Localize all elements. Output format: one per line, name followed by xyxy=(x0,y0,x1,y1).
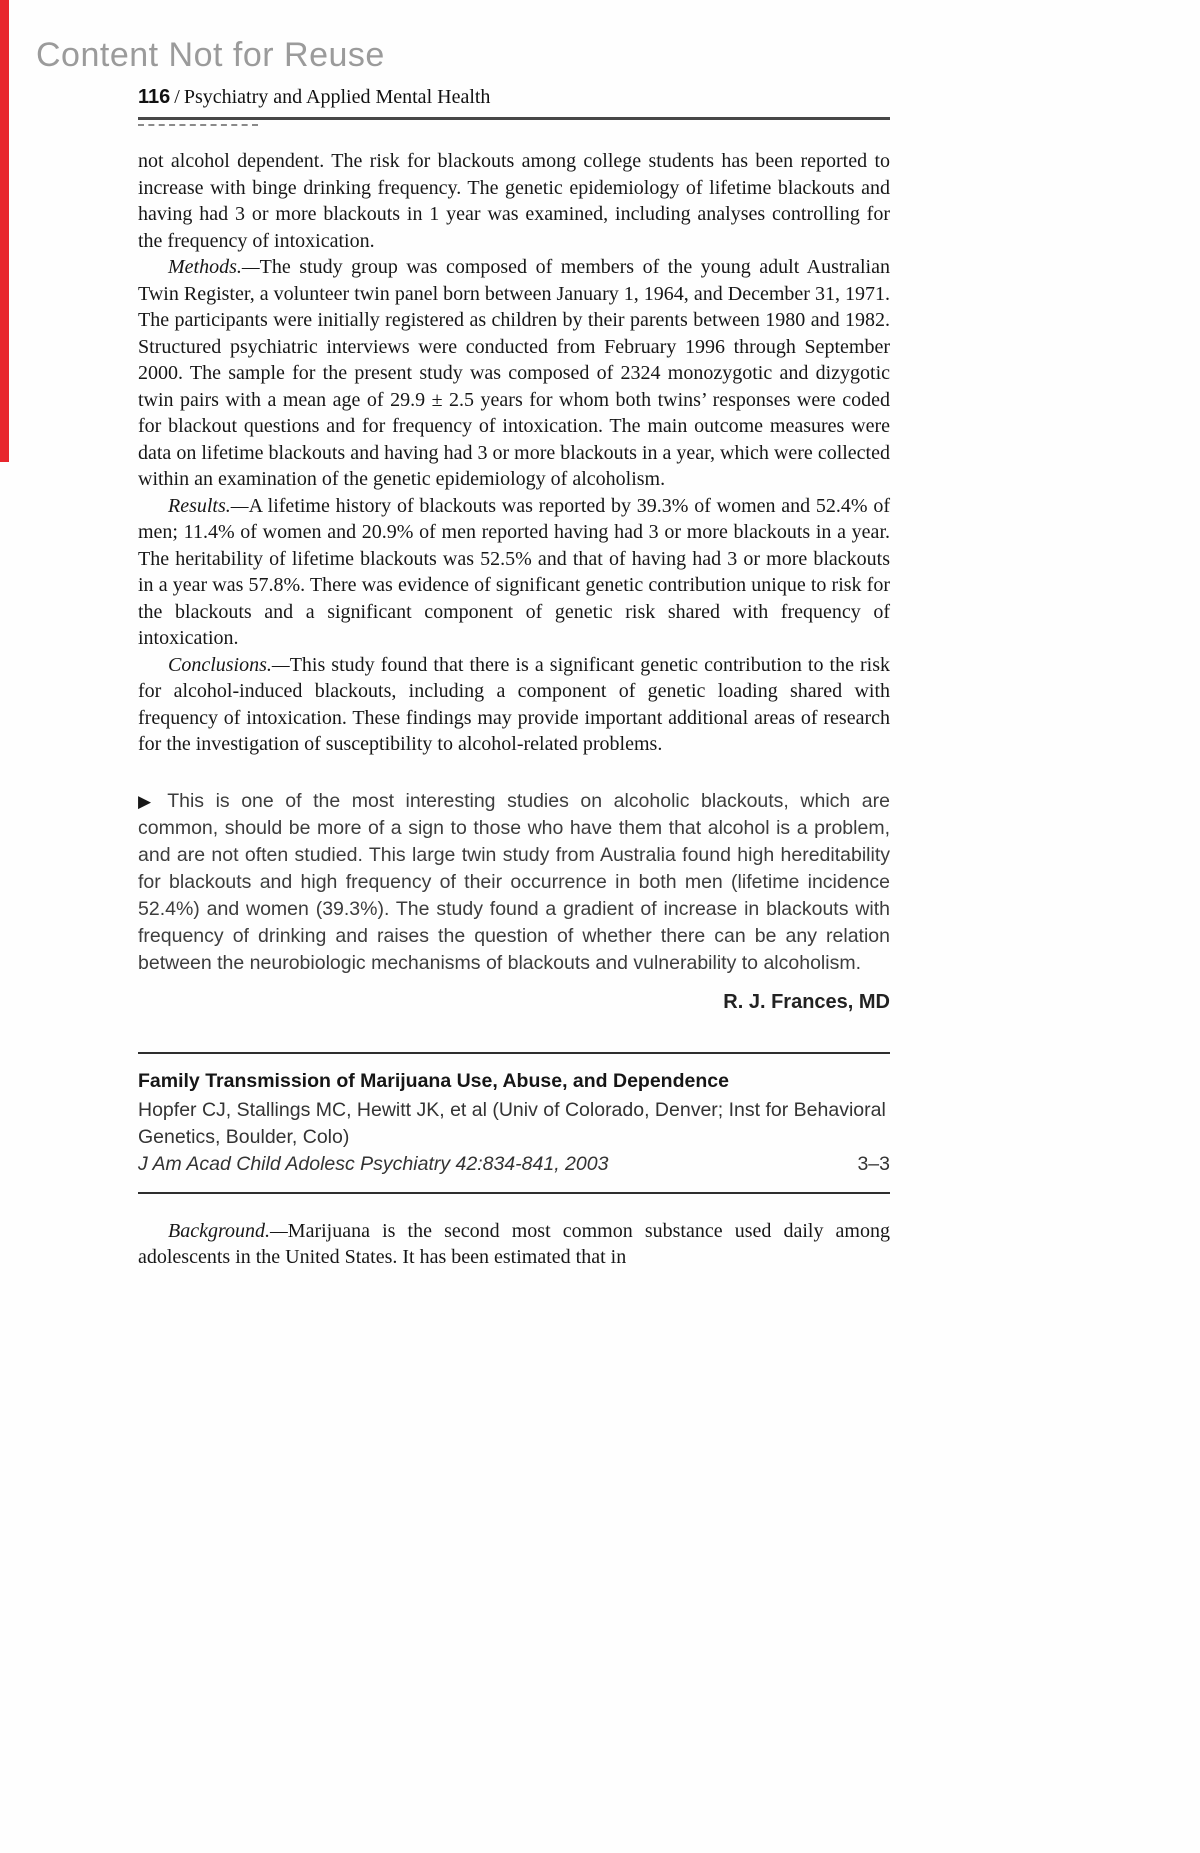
paragraph-lead: Results.— xyxy=(168,494,249,517)
next-abstract-section xyxy=(138,1218,890,1271)
paragraph-text: not alcohol dependent. The risk for blackouts among college students has been reported to increase with binge drinking frequency. The genetic epidemiology of lifetime blackouts and having had 3 or more blackouts in 1 year was examined, including analyses controlling for the frequency of intoxication. xyxy=(138,150,890,252)
paragraph-lead: Methods.— xyxy=(168,256,260,278)
left-margin-red-stripe xyxy=(0,0,9,462)
citation-authors: Hopfer CJ, Stallings MC, Hewitt JK, et al (Univ of Colorado, Denver; Inst for Behavioral Genetics, Boulder, Colo) xyxy=(138,1098,886,1148)
citation-journal-row xyxy=(138,1151,890,1178)
citation-title: Family Transmission of Marijuana Use, Abuse, and Dependence xyxy=(138,1069,729,1092)
abstract-paragraph xyxy=(138,652,890,758)
citation-journal: J Am Acad Child Adolesc Psychiatry 42:834-841, 2003 xyxy=(138,1152,609,1175)
abstract-paragraph xyxy=(138,148,890,254)
paragraph-text: The study group was composed of members of the young adult Australian Twin Register, a volunteer twin panel born between January 1, 1964, and December 31, 1971. The participants were initially registered as children by their parents between 1980 and 1982. Structured psychiatric interviews were conducted from February 1996 through September 2000. The sample for the present study was composed of 2324 monozygotic and dizygotic twin pairs with a mean age of 29.9 ± 2.5 years for whom both twins’ responses were coded for blackout questions and for frequency of intoxication. The main outcome measures were data on lifetime blackouts and having had 3 or more blackouts in a year, which were collected within an examination of the genetic epidemiology of alcoholism. xyxy=(138,256,890,490)
watermark-text: Content Not for Reuse xyxy=(36,36,385,74)
running-header xyxy=(138,86,890,117)
commentary-signature: R. J. Frances, MD xyxy=(723,990,890,1013)
paragraph-text: This study found that there is a significant genetic contribution to the risk for alcohol-induced blackouts, including a component of genetic loading shared with frequency of intoxication. These findings may provide important additional areas of research for the investigation of susceptibility to alcohol-related problems. xyxy=(138,653,890,755)
abstract-section xyxy=(138,148,890,758)
editor-commentary xyxy=(138,788,890,1016)
paragraph-lead: Conclusions.— xyxy=(168,653,290,676)
abstract-paragraph xyxy=(138,493,890,652)
paragraph-lead: Background.— xyxy=(168,1219,288,1242)
page-number: 116 xyxy=(138,86,171,108)
page-content xyxy=(138,86,890,1271)
header-title: Psychiatry and Applied Mental Health xyxy=(183,86,491,108)
commentary-arrow-icon: ▶ xyxy=(138,791,158,811)
paragraph-text: A lifetime history of blackouts was reported by 39.3% of women and 52.4% of men; 11.4% of women and 20.9% of men reported having had 3 or more blackouts in a year. The heritability of lifetime blackouts was 52.5% and that of having had 3 or more blackouts in a year was 57.8%. There was evidence of significant genetic contribution unique to risk for the blackouts and a significant component of genetic risk shared with frequency of intoxication. xyxy=(138,494,890,649)
commentary-text: This is one of the most interesting studies on alcoholic blackouts, which are common, should be more of a sign to those who have them that alcohol is a problem, and are not often studied. This large twin study from Australia found high hereditability for blackouts and high frequency of their occurrence in both men (lifetime incidence 52.4%) and women (39.3%). The study found a gradient of increase in blackouts with frequency of drinking and raises the question of whether there can be any relation between the neurobiologic mechanisms of blackouts and vulnerability to alcoholism. xyxy=(138,789,890,974)
citation-bottom-rule xyxy=(138,1192,890,1194)
abstract-paragraph xyxy=(138,254,890,493)
citation-ref-number: 3–3 xyxy=(857,1152,890,1175)
header-rule xyxy=(138,117,890,120)
abstract-paragraph xyxy=(138,1218,890,1271)
paragraph-text: Marijuana is the second most common substance used daily among adolescents in the United States. It has been estimated that in xyxy=(138,1219,890,1268)
citation-block xyxy=(138,1068,890,1178)
header-rule-fragment xyxy=(138,124,258,126)
citation-top-rule xyxy=(138,1052,890,1054)
header-separator: / xyxy=(174,86,180,108)
